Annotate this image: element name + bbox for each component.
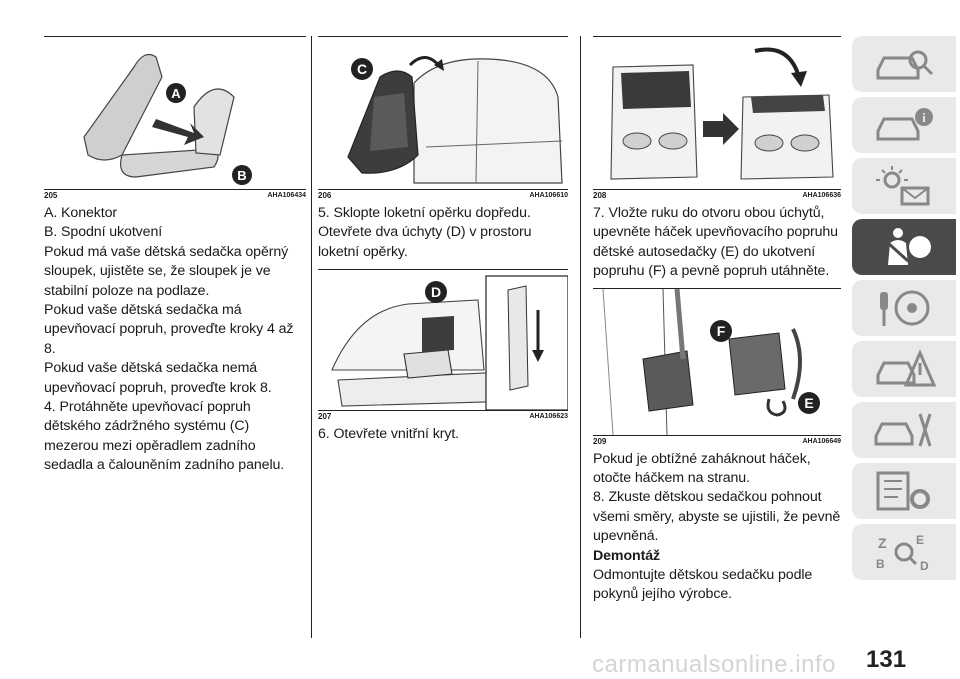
- figure-code: AHA106623: [529, 413, 568, 421]
- figure-206-illustration: [318, 37, 568, 189]
- figure-205-label-a: A: [171, 86, 181, 101]
- figure-209-label-f: F: [716, 322, 726, 339]
- tab-safety[interactable]: [852, 219, 956, 275]
- figure-code: AHA106434: [267, 192, 306, 199]
- svg-text:B: B: [876, 557, 885, 571]
- section-heading: Demontáž: [593, 547, 660, 564]
- figure-205-illustration: [44, 37, 306, 189]
- alphabetical-index-icon: [872, 530, 936, 574]
- tab-emergency[interactable]: [852, 341, 956, 397]
- tab-car-info[interactable]: [852, 97, 956, 153]
- paragraph: Pokud vaše dětská sedačka nemá upevňovací popruh, proveďte krok 8.: [44, 360, 272, 396]
- figure-number: 208: [593, 191, 607, 200]
- watermark: carmanualsonline.info: [592, 651, 836, 678]
- paragraph: Pokud má vaše dětská sedačka opěrný sloupek, ujistěte se, že sloupek je ve stabilní poloze na podlaze.: [44, 243, 289, 299]
- figure-number: 206: [318, 191, 332, 200]
- figure-206-label-c: C: [356, 61, 368, 77]
- seatbelt-airbag-icon: [872, 225, 936, 269]
- step-8: 8. Zkuste dětskou sedačkou pohnout všemi směry, abyste se ujistili, že pevně upevněná.: [593, 489, 841, 545]
- step-5-text: 5. Sklopte loketní opěrku dopředu. Otevřete dva úchyty (D) v prostoru loketní opěrky.: [318, 205, 532, 260]
- column-1-text: [44, 204, 306, 476]
- tab-technical-data[interactable]: [852, 463, 956, 519]
- column-divider: [580, 36, 581, 638]
- step-6: [318, 425, 568, 444]
- figure-code: AHA106610: [529, 192, 568, 199]
- chapter-tabs: [852, 36, 960, 585]
- tab-index[interactable]: [852, 524, 956, 580]
- car-service-tools-icon: [872, 408, 936, 452]
- tab-dashboard-lights[interactable]: [852, 158, 956, 214]
- figure-208-illustration: [593, 37, 841, 189]
- tab-starting-driving[interactable]: [852, 280, 956, 336]
- paragraph: Pokud vaše dětská sedačka má upevňovací popruh, proveďte kroky 4 až 8.: [44, 302, 294, 357]
- figure-205-label-b: B: [237, 168, 247, 183]
- figure-209-caption: [593, 435, 841, 447]
- legend-a: A. Konektor: [44, 205, 118, 221]
- step-5: [318, 204, 568, 262]
- figure-209-illustration: [593, 289, 841, 435]
- column-3: [593, 36, 841, 605]
- figure-207: [318, 269, 568, 410]
- figure-code: AHA106649: [802, 437, 841, 445]
- tab-maintenance[interactable]: [852, 402, 956, 458]
- tab-car-search[interactable]: [852, 36, 956, 92]
- figure-208: [593, 36, 841, 189]
- car-warning-triangle-icon: [872, 347, 936, 391]
- step-7-text: 7. Vložte ruku do otvoru obou úchytů, upevněte háček upevňovacího popruhu dětské autosedačky (E) do ukotvení popruhu (F) a pevně popruh utáhněte.: [593, 205, 838, 280]
- figure-205: [44, 36, 306, 189]
- car-search-icon: [872, 42, 936, 86]
- specifications-gear-icon: [872, 469, 936, 513]
- paragraph: Pokud je obtížné zaháknout háček, otočte háčkem na stranu.: [593, 450, 811, 487]
- figure-number: 205: [44, 191, 58, 200]
- column-3-text: [593, 450, 841, 605]
- step-6-text: 6. Otevřete vnitřní kryt.: [318, 426, 459, 443]
- svg-text:Z: Z: [878, 535, 887, 551]
- svg-text:D: D: [920, 559, 929, 573]
- figure-206: [318, 36, 568, 189]
- car-info-icon: [872, 103, 936, 147]
- svg-text:i: i: [922, 110, 926, 125]
- figure-207-illustration: [318, 270, 568, 410]
- figure-number: 207: [318, 412, 332, 422]
- figure-205-caption: [44, 189, 306, 201]
- key-steering-wheel-icon: [872, 286, 936, 330]
- figure-207-caption: [318, 410, 568, 422]
- step-7: [593, 204, 841, 282]
- figure-code: AHA106636: [802, 192, 841, 199]
- paragraph: Odmontujte dětskou sedačku podle pokynů jejího výrobce.: [593, 567, 813, 603]
- figure-number: 209: [593, 436, 607, 446]
- legend-b: B. Spodní ukotvení: [44, 224, 163, 241]
- column-divider: [311, 36, 312, 638]
- svg-text:E: E: [916, 533, 925, 547]
- figure-207-label-d: D: [430, 284, 442, 301]
- figure-209-label-e: E: [804, 394, 814, 411]
- column-1: [44, 36, 306, 476]
- column-2: [318, 36, 568, 445]
- figure-206-caption: [318, 189, 568, 201]
- dashboard-light-message-icon: [872, 164, 936, 208]
- page-number: 131: [866, 646, 907, 673]
- step-4: 4. Protáhněte upevňovací popruh dětského zádržného systému (C) mezerou mezi opěradlem zadního sedadla a čalouněním zadního panelu.: [44, 399, 285, 474]
- figure-209: [593, 288, 841, 435]
- figure-208-caption: [593, 189, 841, 201]
